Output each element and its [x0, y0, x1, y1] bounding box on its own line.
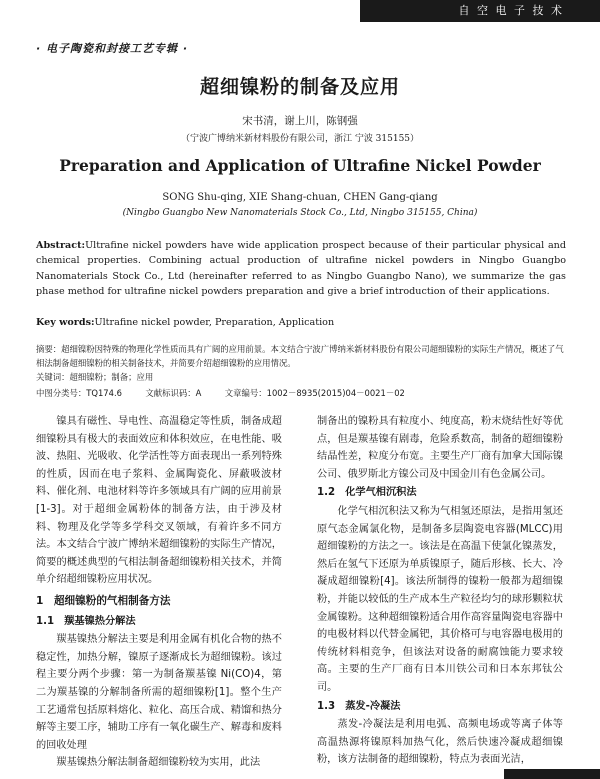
affiliation-en: (Ningbo Guangbo New Nanomaterials Stock Co., Ltd, Ningbo 315155, China) — [122, 208, 478, 218]
authors-en: SONG Shu-qing, XIE Shang-chuan, CHEN Gang-qiang — [162, 192, 438, 203]
journal-tag: 自 空 电 子 技 术 — [458, 4, 564, 17]
abstract-en-label: Abstract: — [36, 240, 86, 251]
subsection-heading: 1.3 蒸发-冷凝法 — [317, 700, 401, 712]
abstract-en-text: Ultrafine nickel powders have wide application prospect because of their particular physical and chemical properties. Combining actual production of ultrafine nickel powders in Ningbo Guangbo Nanomaterials Stock Co., Ltd (hereinafter referred to as Ningbo Guangbo Nano), we summarize the gas phase method for ultrafine nickel powders preparation and give a brief introduction of their applications. — [36, 240, 566, 298]
keywords-cn: 关键词：超细镍粉；制备；应用 — [36, 372, 154, 382]
body-paragraph: 制备出的镍粉具有粒度小、纯度高，粉末烧结性好等优点，但是羰基镍有剧毒，危险系数高，制备的超细镍粉结晶性差，粒度分布宽。主要生产厂商有加拿大国际镍公司、俄罗斯北方镍公司及中国金川有色金属公司。 — [317, 416, 563, 480]
title-cn: 超细镍粉的制备及应用 — [199, 76, 400, 98]
classification-line — [36, 387, 566, 399]
body-paragraph: 蒸发-冷凝法是利用电弧、高频电场或等离子体等高温热源将镍原料加热气化，然后快速冷凝成超细镍粉，该方法制备的超细镍粉，特点为表面光洁， — [317, 719, 563, 766]
section-heading: 1 超细镍粉的气相制备方法 — [36, 594, 171, 607]
body-column-right — [317, 413, 563, 769]
journal-header-bar — [360, 0, 600, 22]
body-paragraph: 羰基镍热分解法主要是利用金属有机化合物的热不稳定性，加热分解，镍原子逐渐成长为超细镍粉。该过程主要分两个步骤：第一为制备羰基镍 Ni(CO)4，第二为羰基镍的分解制备所需的超细镍粉[1]。整个生产工艺通常包括原料熔化、粒化、高压合成、精馏和热分解等主要工序，辅助工序有一氧化碳生产、解毒和废料的回收处理 — [36, 634, 282, 751]
clc-number: 中图分类号：TQ174.6 — [36, 388, 122, 398]
body-paragraph: 羰基镍热分解法制备超细镍粉较为实用，此法 — [56, 757, 261, 769]
body-paragraph: 化学气相沉积法又称为气相氢还原法，是指用氢还原气态金属氯化物，是制备多层陶瓷电容器(MLCC)用超细镍粉的方法之一。该法是在高温下使氯化镍蒸发，然后在氢气下还原为单质镍原子，随后形核、长大、冷凝成超细镍粉[4]。该法所制得的镍粉一般都为超细镍粉，并能以较低的生产成本生产粒径均匀的球形颗粒状金属镍粉。这种超细镍粉适合用作高容量陶瓷电容器中的电极材料以代替金属钯，其价格可与电容器电极用的传统材料相竞争，但该法对设备的耐腐蚀能力要求较高。主要的生产厂商有日本川铁公司和日本东邦钛公司。 — [317, 505, 563, 693]
abstract-en — [36, 238, 566, 300]
title-en: Preparation and Application of Ultrafine Nickel Powder — [59, 156, 541, 175]
article-number: 文章编号：1002－8935(2015)04－0021－02 — [224, 388, 405, 398]
affiliation-cn: （宁波广博纳米新材料股份有限公司，浙江 宁波 315155） — [180, 134, 420, 144]
keywords-en-text: Ultrafine nickel powder, Preparation, Application — [94, 317, 335, 328]
abstract-cn: 摘要：超细镍粉因特殊的物理化学性质而具有广阔的应用前景。本文结合宁波广博纳米新材料股份有限公司超细镍粉的实际生产情况，概述了气相法制备超细镍粉的相关制备技术，并简要介绍超细镍粉的应用情况。 — [36, 344, 564, 368]
body-column-left — [36, 413, 282, 772]
authors-cn: 宋书清，谢上川，陈钢强 — [242, 115, 358, 127]
keywords-en-label: Key words: — [36, 317, 95, 328]
subsection-heading: 1.1 羰基镍热分解法 — [36, 615, 136, 627]
section-tag: · 电子陶瓷和封接工艺专辑 · — [36, 42, 189, 55]
doc-code: 文献标识码：A — [145, 388, 202, 398]
body-paragraph: 镍具有磁性、导电性、高温稳定等性质，制备成超细镍粉具有极大的表面效应和体积效应，在电性能、吸波、热阻、光吸收、化学活性等方面表现出一系列特殊的性质，因而在电子浆料、金属陶瓷化、屏蔽吸波材料、催化剂、电池材料等许多领域具有广阔的应用前景[1-3]。对于超细金属粉体的制备方法，由于涉及材料、物理及化学等多学科交叉领域，有着许多不同方法。本文结合宁波广博纳米超细镍粉的实际生产情况，简要的概述典型的气相法制备超细镍粉相关技术，并简单介绍超细镍粉应用状况。 — [36, 416, 282, 586]
keywords-en — [36, 317, 566, 328]
subsection-heading: 1.2 化学气相沉积法 — [317, 487, 417, 499]
footer-bar — [504, 769, 600, 779]
